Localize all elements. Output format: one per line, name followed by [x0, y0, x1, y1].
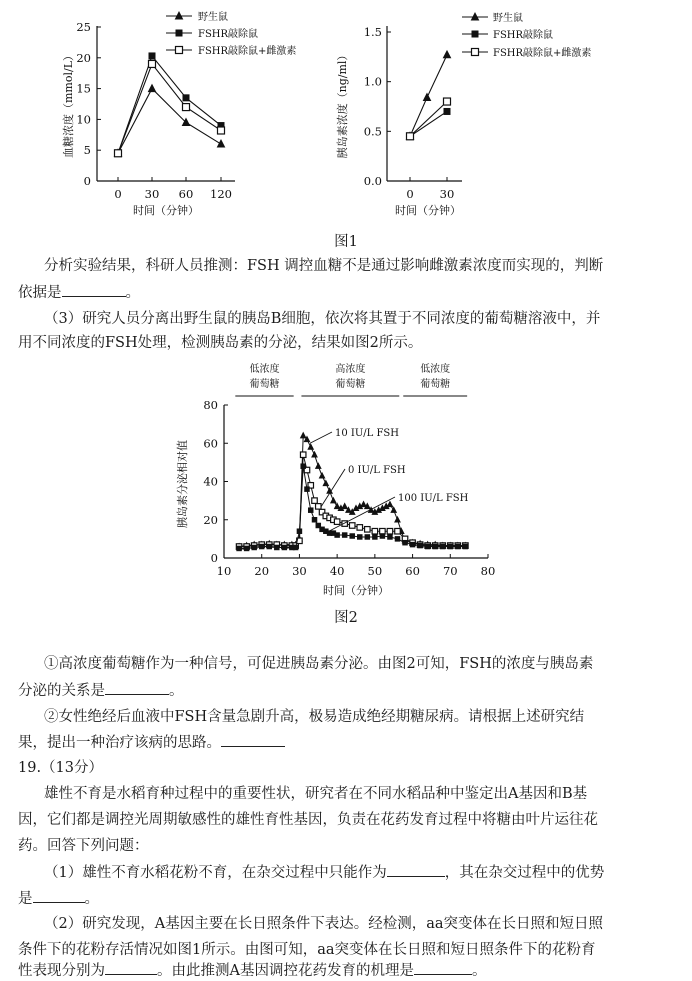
x-tick-label: 50	[367, 564, 383, 578]
data-point	[115, 150, 122, 157]
answer-blank[interactable]	[105, 680, 169, 695]
text: 。由此推测A基因调控花药发育的机理是	[157, 963, 414, 979]
x-tick-label: 30	[292, 564, 307, 578]
text: 果，提出一种治疗该病的思路。	[18, 735, 221, 751]
x-tick-label: 30	[144, 187, 160, 201]
x-tick-label: 0	[114, 187, 122, 201]
answer-blank[interactable]	[105, 960, 157, 975]
data-point	[300, 432, 307, 439]
text: 是	[18, 891, 33, 907]
paragraph-line	[18, 836, 149, 856]
data-point	[293, 545, 299, 551]
question-number	[18, 758, 103, 778]
data-point	[432, 544, 438, 550]
data-point	[149, 60, 156, 67]
y-tick-label: 40	[203, 474, 218, 489]
annotation-pointer	[310, 432, 332, 443]
series-line	[118, 89, 221, 154]
text: 药。回答下列问题：	[18, 838, 149, 854]
figure2-caption: 图2	[334, 610, 358, 626]
x-tick-label: 10	[216, 564, 232, 578]
legend-marker	[176, 47, 183, 54]
data-point	[387, 501, 394, 508]
data-point	[183, 94, 190, 101]
data-point	[330, 497, 337, 504]
paragraph-line	[44, 784, 587, 804]
paragraph-line	[44, 256, 603, 276]
y-axis-label: 血糖浓度（mmol/L）	[62, 49, 75, 159]
text: （2）研究发现，A基因主要在长日照条件下表达。经检测，aa突变体在长日照和短日照	[44, 916, 603, 932]
text: 19.（13分）	[18, 760, 104, 776]
data-point	[402, 540, 408, 546]
y-axis-label: 胰岛素浓度（ng/ml）	[336, 49, 349, 159]
text: ，其在杂交过程中的优势	[444, 865, 605, 881]
paragraph-line	[18, 333, 422, 353]
paragraph-line	[18, 810, 598, 830]
data-point	[217, 139, 226, 147]
text: （3）研究人员分离出野生鼠的胰岛B细胞，依次将其置于不同浓度的葡萄糖溶液中，并	[44, 311, 601, 327]
phase-label: 葡萄糖	[335, 379, 366, 390]
data-point	[463, 544, 469, 550]
paragraph-line	[18, 940, 596, 960]
data-point	[300, 463, 306, 469]
data-point	[395, 528, 401, 534]
phase-label: 葡萄糖	[420, 379, 451, 390]
data-point	[455, 544, 461, 550]
data-point	[251, 545, 257, 551]
series-line	[118, 56, 221, 153]
data-point	[341, 502, 348, 509]
period: 。	[169, 683, 184, 699]
data-point	[312, 498, 318, 504]
x-tick-label: 60	[178, 187, 194, 201]
paragraph-line	[18, 680, 184, 701]
answer-blank[interactable]	[62, 282, 126, 297]
data-point	[274, 545, 280, 551]
legend-marker	[471, 12, 480, 20]
data-point	[311, 451, 318, 458]
legend-marker	[175, 11, 184, 19]
y-tick-label: 0.5	[363, 124, 382, 139]
data-point	[365, 534, 371, 540]
answer-blank[interactable]	[387, 862, 445, 877]
data-point	[307, 443, 314, 450]
y-tick-label: 1.0	[363, 74, 382, 89]
paragraph-line	[18, 282, 140, 303]
data-point	[423, 93, 432, 101]
y-axis-label: 胰岛素分泌相对值	[176, 440, 189, 528]
y-tick-label: 5	[83, 143, 91, 158]
text: 雄性不育是水稻育种过程中的重要性状，研究者在不同水稻品种中鉴定出A基因和B基	[44, 786, 588, 802]
y-tick-label: 20	[76, 50, 91, 65]
legend-entry: FSHR敲除鼠+雌激素	[198, 46, 297, 57]
y-tick-label: 1.5	[363, 25, 382, 39]
answer-blank[interactable]	[221, 732, 285, 747]
series-annotation: 10 IU/L FSH	[335, 428, 399, 439]
phase-label: 葡萄糖	[249, 379, 280, 390]
data-point	[334, 532, 340, 538]
data-point	[394, 516, 401, 523]
x-axis-label: 时间（分钟）	[395, 204, 461, 217]
data-point	[349, 523, 355, 529]
paragraph-line	[44, 309, 600, 329]
period: 。	[84, 891, 99, 907]
data-point	[342, 532, 348, 538]
data-point	[444, 108, 451, 115]
y-tick-label: 0	[210, 551, 218, 565]
x-tick-label: 0	[406, 187, 414, 201]
answer-blank[interactable]	[414, 960, 472, 975]
data-point	[236, 546, 242, 552]
data-point	[425, 544, 431, 550]
legend-marker	[472, 49, 479, 56]
data-point	[443, 50, 452, 58]
data-point	[297, 528, 303, 534]
x-tick-label: 80	[480, 564, 496, 578]
data-point	[149, 52, 156, 59]
data-point	[357, 534, 363, 540]
x-tick-label: 40	[329, 564, 345, 578]
text: ①高浓度葡萄糖作为一种信号，可促进胰岛素分泌。由图2可知，FSH的浓度与胰岛素	[44, 656, 594, 672]
legend-entry: 野生鼠	[198, 12, 228, 23]
y-tick-label: 25	[76, 20, 91, 34]
x-axis-label: 时间（分钟）	[133, 204, 199, 217]
text: 依据是	[18, 285, 62, 301]
paragraph-line	[18, 888, 99, 909]
y-tick-label: 60	[203, 436, 218, 451]
data-point	[148, 84, 157, 92]
legend-marker	[472, 31, 479, 38]
y-tick-label: 0	[83, 174, 91, 188]
text: 用不同浓度的FSH处理，检测胰岛素的分泌，结果如图2所示。	[18, 335, 423, 351]
data-point	[312, 517, 318, 523]
x-tick-label: 30	[439, 187, 455, 201]
text: （1）雄性不育水稻花粉不育，在杂交过程中只能作为	[44, 865, 387, 881]
x-tick-label: 70	[442, 564, 458, 578]
x-axis-label: 时间（分钟）	[323, 584, 389, 597]
text: 条件下的花粉存活情况如图1所示。由图可知，aa突变体在长日照和短日照条件下的花粉育	[18, 942, 596, 958]
data-point	[183, 104, 190, 111]
x-tick-label: 60	[405, 564, 420, 578]
text: 分泌的关系是	[18, 683, 105, 699]
legend-entry: FSHR敲除鼠	[493, 30, 554, 41]
figure1-left-chart	[61, 10, 296, 217]
series-line	[239, 436, 465, 547]
data-point	[322, 479, 329, 486]
text: 性表现分别为	[18, 963, 105, 979]
data-point	[372, 534, 378, 540]
y-tick-label: 80	[203, 398, 218, 412]
data-point	[218, 127, 225, 134]
data-point	[417, 543, 423, 549]
figure1-caption: 图1	[334, 234, 358, 250]
data-point	[282, 545, 288, 551]
data-point	[316, 504, 322, 510]
legend-marker	[176, 30, 183, 37]
series-line	[410, 102, 447, 137]
text: ②女性绝经后血液中FSH含量急剧升高，极易造成绝经期糖尿病。请根据上述研究结	[44, 709, 585, 725]
paragraph-line	[44, 862, 604, 883]
legend-entry: 野生鼠	[493, 13, 523, 24]
x-tick-label: 20	[254, 564, 270, 578]
text: 因，它们都是调控光周期敏感性的雄性育性基因，负责在花药发育过程中将糖由叶片运往花	[18, 812, 598, 828]
series-annotation: 100 IU/L FSH	[398, 493, 469, 504]
y-tick-label: 20	[203, 512, 218, 527]
data-point	[395, 536, 401, 542]
data-point	[444, 98, 451, 105]
data-point	[387, 528, 393, 534]
paragraph-line	[44, 654, 593, 674]
data-point	[387, 534, 393, 540]
answer-blank[interactable]	[33, 888, 85, 903]
phase-label: 低浓度	[249, 364, 280, 375]
data-point	[357, 525, 363, 531]
data-point	[244, 546, 250, 552]
data-point	[267, 544, 273, 550]
data-point	[308, 507, 314, 513]
y-tick-label: 15	[76, 81, 91, 96]
y-tick-label: 10	[76, 112, 91, 127]
x-tick-label: 120	[210, 187, 232, 201]
data-point	[349, 533, 355, 539]
y-tick-label: 0.0	[363, 174, 382, 188]
data-point	[319, 472, 326, 479]
data-point	[304, 486, 310, 492]
data-point	[380, 528, 386, 534]
data-point	[407, 133, 414, 140]
data-point	[259, 544, 265, 550]
text: 分析实验结果，科研人员推测：FSH 调控血糖不是通过影响雌激素浓度而实现的，判断	[44, 258, 604, 274]
data-point	[448, 544, 454, 550]
data-point	[410, 542, 416, 548]
data-point	[380, 533, 386, 539]
data-point	[315, 462, 322, 469]
figure2-chart	[175, 362, 495, 597]
paragraph-line	[44, 914, 603, 934]
series-annotation: 0 IU/L FSH	[348, 465, 406, 476]
data-point	[372, 528, 378, 534]
data-point	[365, 527, 371, 533]
paragraph-line	[18, 732, 285, 753]
period: 。	[471, 963, 487, 979]
figure1-right-chart	[335, 11, 591, 217]
period: 。	[125, 285, 140, 301]
phase-label: 高浓度	[335, 364, 366, 375]
legend-entry: FSHR敲除鼠	[198, 29, 259, 40]
paragraph-line	[44, 707, 584, 727]
legend-entry: FSHR敲除鼠+雌激素	[493, 48, 592, 59]
data-point	[300, 452, 306, 458]
paragraph-line	[18, 960, 486, 981]
phase-label: 低浓度	[420, 364, 451, 375]
data-point	[440, 544, 446, 550]
data-point	[334, 519, 340, 525]
